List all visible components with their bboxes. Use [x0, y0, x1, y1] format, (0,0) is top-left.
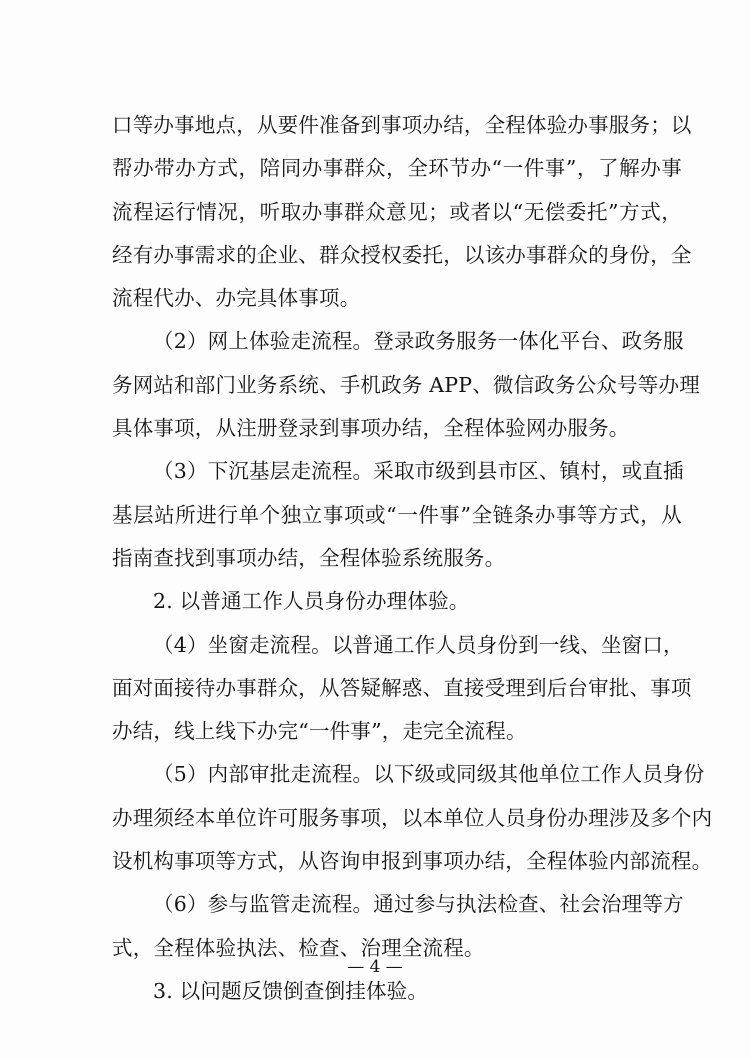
paragraph-line: 办结，线上线下办完“一件事”，走完全流程。: [112, 719, 527, 744]
body-text: [112, 104, 713, 1013]
paragraph-line: 指南查找到事项办结，全程体验系统服务。: [112, 545, 506, 570]
paragraph-line: （2）网上体验走流程。登录政务服务一体化平台、政务服: [153, 329, 684, 354]
paragraph-line: 式，全程体验执法、检查、治理全流程。: [112, 935, 485, 960]
paragraph-line: 具体事项，从注册登录到事项办结，全程体验网办服务。: [112, 416, 630, 441]
section-heading: 3. 以问题反馈倒查倒挂体验。: [153, 978, 429, 1003]
paragraph-line: 办理须经本单位许可服务事项，以本单位人员身份办理涉及多个内: [112, 805, 713, 830]
paragraph-line: （4）坐窗走流程。以普通工作人员身份到一线、坐窗口，: [153, 632, 684, 657]
paragraph-line: 经有办事需求的企业、群众授权委托，以该办事群众的身份，全: [112, 242, 692, 267]
paragraph-line: （6）参与监管走流程。通过参与执法检查、社会治理等方: [153, 892, 684, 917]
paragraph-line: 口等办事地点，从要件准备到事项办结，全程体验办事服务；以: [112, 113, 692, 137]
paragraph-line: 务网站和部门业务系统、手机政务 APP、微信政务公众号等办理: [112, 372, 700, 397]
paragraph-line: 流程运行情况，听取办事群众意见；或者以“无偿委托”方式，: [112, 199, 682, 224]
paragraph-line: （3）下沉基层走流程。采取市级到县市区、镇村，或直插: [153, 459, 684, 484]
paragraph-line: 流程代办、办完具体事项。: [112, 286, 361, 311]
section-heading: 2. 以普通工作人员身份办理体验。: [153, 589, 470, 614]
paragraph-line: 帮办带办方式，陪同办事群众，全环节办“一件事”，了解办事: [112, 156, 682, 181]
paragraph-line: （5）内部审批走流程。以下级或同级其他单位工作人员身份: [153, 762, 705, 787]
paragraph-line: 基层站所进行单个独立事项或“一件事”全链条办事等方式，从: [112, 502, 682, 527]
paragraph-line: 面对面接待办事群众，从答疑解惑、直接受理到后台审批、事项: [112, 675, 692, 700]
paragraph-line: 设机构事项等方式，从咨询申报到事项办结，全程体验内部流程。: [112, 849, 713, 874]
page-number: — 4 —: [347, 957, 403, 977]
